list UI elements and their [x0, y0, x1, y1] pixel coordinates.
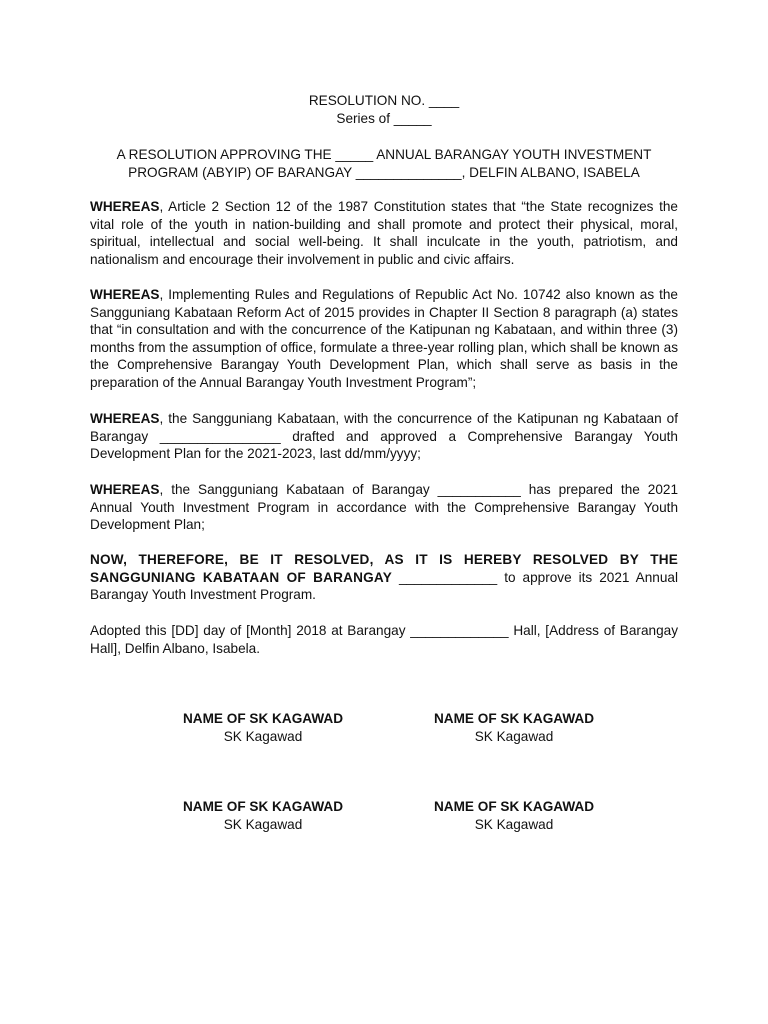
resolution-title-line-2: PROGRAM (ABYIP) OF BARANGAY ______________, DELFIN ALBANO, ISABELA: [128, 164, 640, 180]
resolved-paragraph: [90, 551, 678, 604]
whereas-lead: WHEREAS: [90, 199, 160, 214]
signatory-block: [394, 798, 634, 833]
signatory-block: [143, 798, 383, 833]
adopted-paragraph: Adopted this [DD] day of [Month] 2018 at Barangay _____________ Hall, [Address of Barangay Hall], Delfin Albano, Isabela.: [90, 623, 678, 656]
signatory-name: NAME OF SK KAGAWAD: [433, 799, 595, 814]
resolution-series: Series of _____: [336, 111, 432, 126]
whereas-lead: WHEREAS: [90, 287, 160, 302]
whereas-paragraph-1: [90, 198, 678, 268]
whereas-text: , Article 2 Section 12 of the 1987 Constitution states that “the State recognizes the vital role of the youth in nation-building and shall promote and protect their physical, moral, spiritual, intellectual and social well-being. It shall inculcate in the youth, patriotism, and nationalism and encourage their involvement in public and civic affairs.: [90, 199, 678, 267]
signatory-block: [394, 710, 634, 745]
signatory-role: SK Kagawad: [474, 816, 554, 832]
whereas-text: , the Sangguniang Kabataan, with the concurrence of the Katipunan ng Kabataan of Barangay ________________ drafted and approved a Comprehensive Barangay Youth Development Plan for the 2021-2023, last dd/mm/yyyy;: [90, 411, 678, 462]
whereas-paragraph-4: [90, 481, 678, 534]
whereas-lead: WHEREAS: [90, 411, 160, 426]
signatory-role: SK Kagawad: [474, 728, 554, 744]
whereas-lead: WHEREAS: [90, 482, 160, 497]
resolved-lead: NOW, THEREFORE, BE IT RESOLVED, AS IT IS HEREBY RESOLVED BY THE SANGGUNIANG KABATAAN OF BARANGAY: [90, 552, 678, 585]
signatory-name: NAME OF SK KAGAWAD: [182, 799, 344, 814]
resolution-title-line-1: A RESOLUTION APPROVING THE _____ ANNUAL BARANGAY YOUTH INVESTMENT: [116, 147, 652, 162]
resolution-title: [90, 146, 678, 181]
signatory-role: SK Kagawad: [223, 816, 303, 832]
whereas-text: , the Sangguniang Kabataan of Barangay ___________ has prepared the 2021 Annual Youth Investment Program in accordance with the Comprehensive Barangay Youth Development Plan;: [90, 482, 678, 533]
resolved-text: _____________ to approve its 2021 Annual Barangay Youth Investment Program.: [90, 569, 678, 603]
signatory-role: SK Kagawad: [223, 728, 303, 744]
resolution-number: RESOLUTION NO. ____: [308, 93, 460, 108]
whereas-paragraph-2: [90, 286, 678, 392]
signatory-block: [143, 710, 383, 745]
whereas-paragraph-3: [90, 410, 678, 463]
signatory-name: NAME OF SK KAGAWAD: [182, 711, 344, 726]
signatory-name: NAME OF SK KAGAWAD: [433, 711, 595, 726]
whereas-text: , Implementing Rules and Regulations of Republic Act No. 10742 also known as the Sangguniang Kabataan Reform Act of 2015 provides in Chapter II Section 8 paragraph (a) states that “in consultation and with the concurrence of the Katipunan ng Kabataan, and within three (3) months from the assumption of office, formulate a three-year rolling plan, which shall be known as the Comprehensive Barangay Youth Development Plan, which shall serve as basis in the preparation of the Annual Barangay Youth Investment Program”;: [90, 287, 678, 390]
